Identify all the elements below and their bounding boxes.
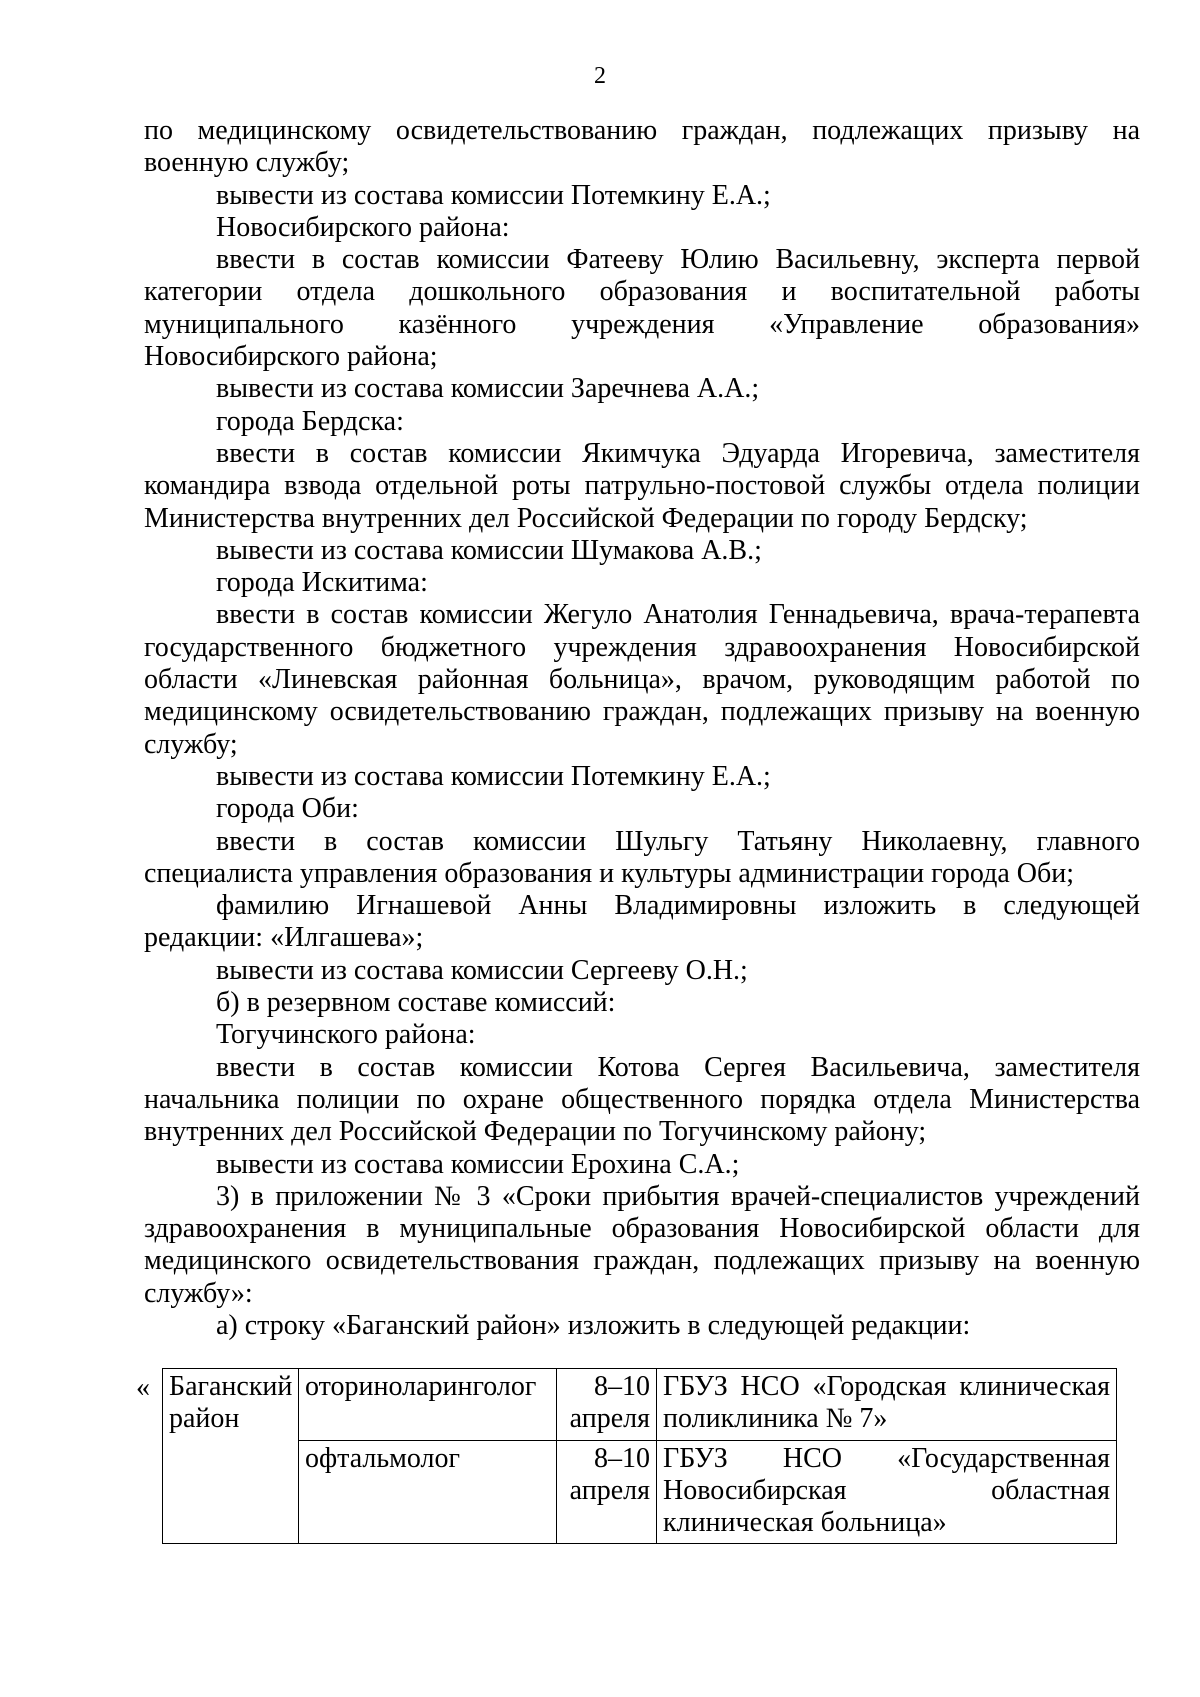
dates-cell: 8–10 апреля (557, 1440, 657, 1544)
institution-line: поликлиника № 7» (663, 1403, 888, 1435)
paragraph: ввести в состав комиссии Фатееву Юлию Васильевну, эксперта первой категории отдела дошкольного образования и воспитательной работы муниципального казённого учреждения «Управление образования» Новосибирского района; (144, 244, 1140, 373)
table-row (163, 1369, 1117, 1441)
paragraph: вывести из состава комиссии Заречнева А.А.; (216, 373, 760, 405)
paragraph: города Оби: (216, 793, 359, 825)
institution-cell (657, 1440, 1117, 1544)
institution-line: ГБУЗ НСО «Городская клиническая (663, 1371, 1110, 1402)
paragraph: ввести в состав комиссии Шульгу Татьяну Николаевну, главного специалиста управления образования и культуры администрации города Оби; (144, 825, 1140, 889)
institution-line: ГБУЗ НСО «Государственная (663, 1442, 1110, 1474)
paragraph: города Искитима: (216, 567, 428, 599)
paragraph: ввести в состав комиссии Котова Сергея Васильевича, заместителя начальника полиции по охране общественного порядка отдела Министерства внутренних дел Российской Федерации по Тогучинскому району; (144, 1051, 1140, 1148)
institution-cell (657, 1369, 1117, 1441)
specialist-cell: офтальмолог (299, 1440, 557, 1544)
paragraph: по медицинскому освидетельствованию граждан, подлежащих призыву на военную службу; (144, 115, 1140, 179)
paragraph: вывести из состава комиссии Потемкину Е.А.; (216, 179, 771, 211)
paragraph: вывести из состава комиссии Ерохина С.А.; (216, 1148, 740, 1180)
opening-quote: « (136, 1372, 150, 1403)
amendment-table (162, 1368, 1117, 1544)
institution-line: Новосибирская областная (663, 1474, 1110, 1506)
paragraph: вывести из состава комиссии Потемкину Е.А.; (216, 760, 771, 792)
paragraph: вывести из состава комиссии Шумакова А.В.; (216, 534, 762, 566)
paragraph: а) строку «Баганский район» изложить в следующей редакции: (216, 1309, 971, 1341)
paragraph: б) в резервном составе комиссий: (216, 987, 616, 1019)
paragraph: города Бердска: (216, 405, 404, 437)
table-row (163, 1440, 1117, 1544)
paragraph: Новосибирского района: (216, 211, 510, 243)
paragraph: ввести в состав комиссии Жегуло Анатолия Геннадьевича, врача-терапевта государственного бюджетного учреждения здравоохранения Новосибирской области «Линевская районная больница», врачом, руководящим работой по медицинскому освидетельствованию граждан, подлежащих призыву на военную службу; (144, 599, 1140, 760)
paragraph: фамилию Игнашевой Анны Владимировны изложить в следующей редакции: «Илгашева»; (144, 890, 1140, 954)
paragraph: вывести из состава комиссии Сергееву О.Н.; (216, 954, 748, 986)
document-body (144, 115, 1140, 1342)
specialist-cell: оториноларинголог (299, 1369, 557, 1441)
paragraph: Тогучинского района: (216, 1019, 476, 1051)
dates-cell: 8–10 апреля (557, 1369, 657, 1441)
page-number: 2 (594, 63, 606, 89)
institution-line: клиническая больница» (663, 1507, 947, 1539)
paragraph: ввести в состав комиссии Якимчука Эдуарда Игоревича, заместителя командира взвода отдельной роты патрульно-постовой службы отдела полиции Министерства внутренних дел Российской Федерации по городу Бердску; (144, 437, 1140, 534)
district-cell: Баганский район (163, 1369, 299, 1544)
paragraph: 3) в приложении № 3 «Сроки прибытия врачей-специалистов учреждений здравоохранения в муниципальные образования Новосибирской области для медицинского освидетельствования граждан, подлежащих призыву на военную службу»: (144, 1180, 1140, 1309)
